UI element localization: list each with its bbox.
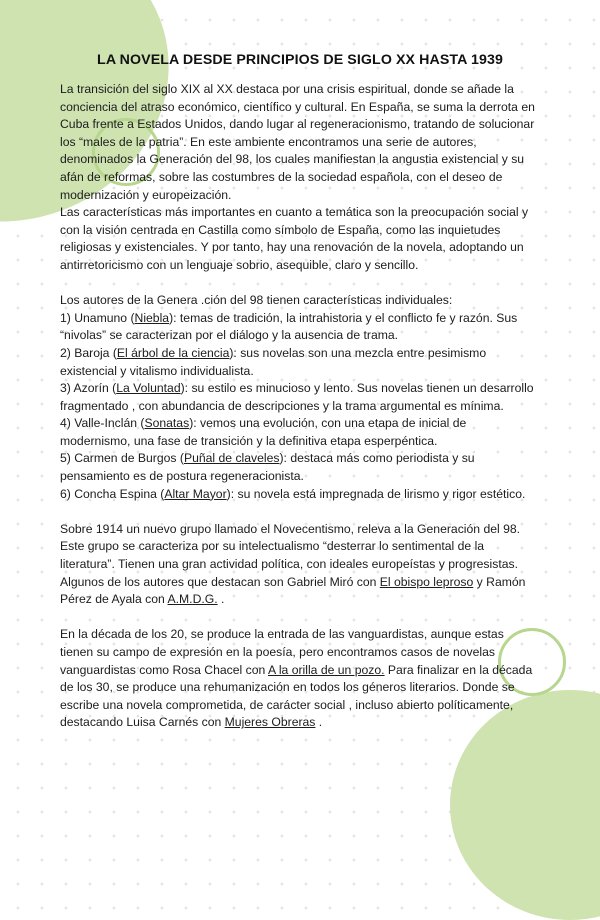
author-item-azorin: 3) Azorín (La Voluntad): su estilo es minucioso y lento. Sus novelas tienen un desarrollo fragmentado , con abundancia de descripciones y la trama argumental es mínima. [60,381,534,413]
characteristics-paragraph: Las características más importantes en cuanto a temática son la preocupación social y con la visión centrada en Castilla como símbolo de España, como las inquietudes religiosas y existenciales. Y por tanto, hay una renovación de la novela, adoptando un antirretoricismo con un lenguaje sobrio, asequible, claro y sencillo. [60,205,529,272]
work-link-punal-de-claveles[interactable]: Puñal de claveles [183,451,280,466]
author-item-valle-inclan: 4) Valle-Inclán (Sonatas): vemos una evolución, con una etapa de inicial de modernismo, una fase de transición y la definitiva etapa esperpéntica. [60,416,467,448]
work-link-el-arbol-de-la-ciencia[interactable]: El árbol de la ciencia [116,345,230,360]
author-item-baroja: 2) Baroja (El árbol de la ciencia): sus novelas son una mezcla entre pesimismo existencial y vitalismo individualista. [60,345,487,378]
document-title: LA NOVELA DESDE PRINCIPIOS DE SIGLO XX HASTA 1939 [97,52,503,68]
work-link-mujeres-obreras[interactable]: Mujeres Obreras [224,715,316,730]
author-item-carmen-de-burgos: 5) Carmen de Burgos (Puñal de claveles): destaca más como periodista y su pensamiento es de postura regeneracionista. [60,451,475,484]
author-item-unamuno: 1) Unamuno (Niebla): temas de tradición, la intrahistoria y el conflicto fe y razón. Sus “nivolas” se caracterizan por el diálogo y la ausencia de trama. [60,310,518,343]
paragraph-gap [60,275,540,293]
authors-intro: Los autores de la Genera .ción del 98 tienen características individuales: [60,293,453,308]
document-page [60,52,540,732]
work-link-amdg[interactable]: A.M.D.G. [167,592,218,607]
novecentismo-paragraph: Sobre 1914 un nuevo grupo llamado el Novecentismo, releva a la Generación del 98. Este grupo se caracteriza por su intelectualismo “desterrar lo sentimental de la literatura”. Tienen una gran actividad política, con ideales europeístas y progresistas. Algunos de los autores que destacan son Gabriel Miró con El obispo leproso y Ramón Pérez de Ayala con A.M.D.G. . [60,521,526,607]
author-item-concha-espina: 6) Concha Espina (Altar Mayor): su novela está impregnada de lirismo y rigor estético. [60,486,526,501]
intro-paragraph: La transición del siglo XIX al XX destaca por una crisis espiritual, donde se añade la conciencia del atraso económico, científico y cultural. En España, se suma la derrota en Cuba frente a Estados Unidos, dando lugar al regeneracionismo, tratando de solucionar los “males de la patria”. En este ambiente encontramos una serie de autores, denominados la Generación del 98, los cuales manifiestan la angustia existencial y su afán de reformas, sobre las costumbres de la sociedad española, con el deseo de modernización y europeización. [60,82,535,202]
work-link-niebla[interactable]: Niebla [134,310,170,325]
vanguardias-paragraph: En la década de los 20, se produce la entrada de las vanguardistas, aunque estas tienen su campo de expresión en la poesía, pero encontramos casos de novelas vanguardistas como Rosa Chacel con A la orilla de un pozo. Para finalizar en la década de los 30, se produce una rehumanización en todos los géneros literarios. Donde se escribe una novela comprometida, de carácter social , incluso abierto políticamente, destacando Luisa Carnés con Mujeres Obreras . [60,627,533,730]
work-link-la-voluntad[interactable]: La Voluntad [116,381,181,396]
work-link-a-la-orilla-de-un-pozo[interactable]: A la orilla de un pozo. [267,662,385,677]
paragraph-gap [60,503,540,521]
paragraph-gap [60,609,540,627]
work-link-el-obispo-leproso[interactable]: El obispo leproso [379,574,474,589]
work-link-altar-mayor[interactable]: Altar Mayor [164,486,227,501]
work-link-sonatas[interactable]: Sonatas [144,416,190,431]
